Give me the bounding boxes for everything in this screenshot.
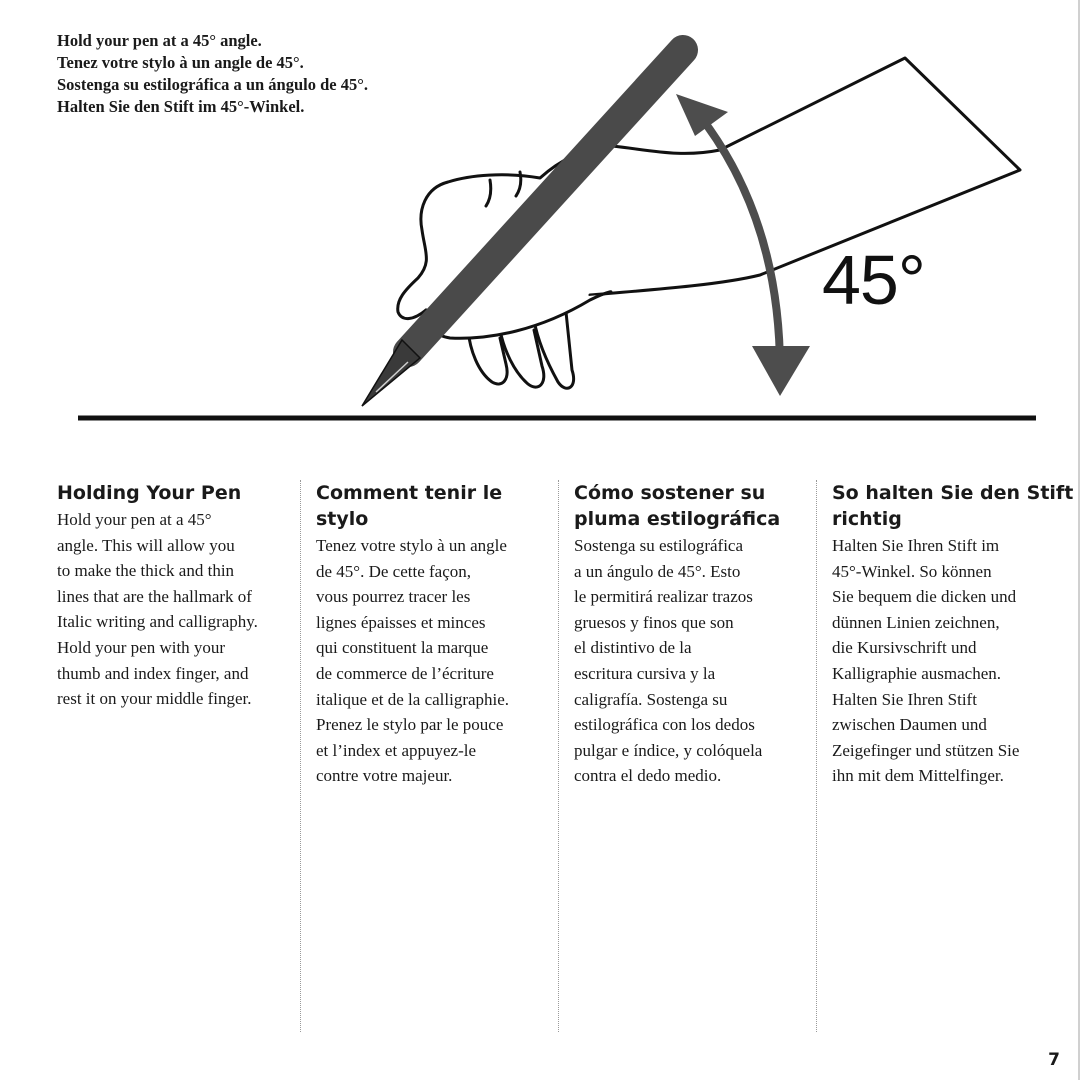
column-body-english: Hold your pen at a 45° angle. This will allow you to make the thick and thin lines that are the hallmark of Italic writing and calligraphy. Hold your pen with your thumb and index finger, and rest it on your middle finger. <box>57 510 258 709</box>
intro-line-english: Hold your pen at a 45° angle. <box>57 31 262 50</box>
intro-line-french: Tenez votre stylo à un angle de 45°. <box>57 53 304 72</box>
angle-label: 45° <box>822 241 925 319</box>
intro-line-german: Halten Sie den Stift im 45°-Winkel. <box>57 97 305 116</box>
column-spanish <box>558 480 816 1032</box>
pen-nib <box>362 340 420 406</box>
language-columns <box>40 480 1080 1032</box>
column-body-spanish: Sostenga su estilográfica a un ángulo de 45°. Esto le permitirá realizar trazos gruesos y finos que son el distintivo de la escritura cursiva y la caligrafía. Sostenga su estilográfica con los dedos pulgar e índice, y colóquela contra el dedo medio. <box>574 536 763 786</box>
column-heading-english: Holding Your Pen <box>57 482 242 504</box>
column-body-german: Halten Sie Ihren Stift im 45°-Winkel. So können Sie bequem die dicken und dünnen Linien zeichnen, die Kursivschrift und Kalligraphie ausmachen. Halten Sie Ihren Stift zwischen Daumen und Zeigefinger und stützen Sie ihn mit dem Mittelfinger. <box>832 536 1020 786</box>
column-german <box>816 480 1078 1032</box>
column-english <box>57 480 300 1032</box>
column-body-french: Tenez votre stylo à un angle de 45°. De cette façon, vous pourrez tracer les lignes épaisses et minces qui constituent la marque de commerce de l’écriture italique et de la calligraphie. Prenez le stylo par le pouce et l’index et appuyez-le contre votre majeur. <box>316 536 510 786</box>
column-heading-german: So halten Sie den Stift richtig <box>832 482 1074 530</box>
page-number: 7 <box>1048 1050 1060 1070</box>
arrowhead-up-icon <box>676 94 728 136</box>
column-heading-spanish: Cómo sostener su pluma estilográfica <box>574 482 781 530</box>
column-french <box>300 480 558 1032</box>
column-heading-french: Comment tenir le stylo <box>316 482 503 530</box>
pen-holding-illustration <box>0 0 1080 440</box>
arrowhead-down-icon <box>752 346 810 396</box>
intro-line-spanish: Sostenga su estilográfica a un ángulo de 45°. <box>57 75 368 94</box>
